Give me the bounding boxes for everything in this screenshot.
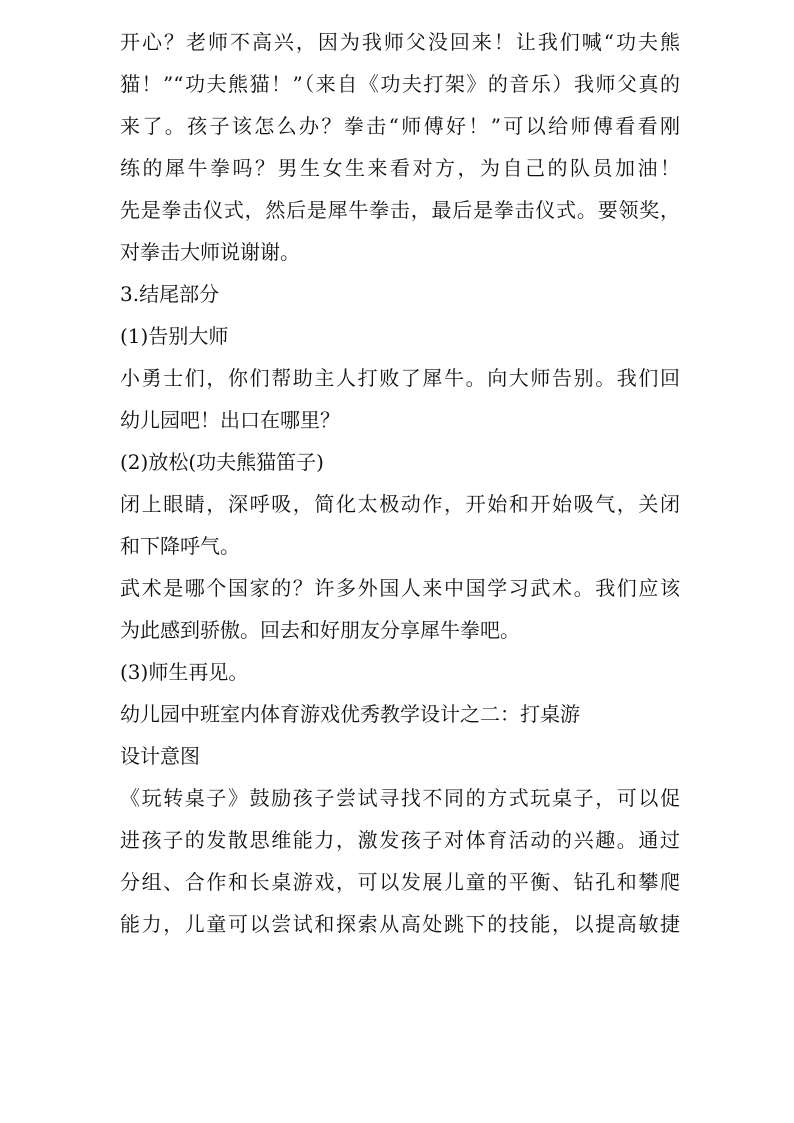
text-line: 先是拳击仪式，然后是犀牛拳击，最后是拳击仪式。要领奖， bbox=[120, 198, 680, 222]
text-line: 猫！”“功夫熊猫！”（来自《功夫打架》的音乐）我师父真的 bbox=[120, 72, 680, 96]
text-line: 进孩子的发散思维能力，激发孩子对体育活动的兴趣。通过 bbox=[120, 828, 680, 852]
sub-heading: (3)师生再见。 bbox=[120, 660, 249, 684]
text-line: 能力，儿童可以尝试和探索从高处跳下的技能，以提高敏捷 bbox=[120, 912, 680, 936]
text-line: 《玩转桌子》鼓励孩子尝试寻找不同的方式玩桌子，可以促 bbox=[120, 786, 680, 810]
section-title: 幼儿园中班室内体育游戏优秀教学设计之二：打桌游 bbox=[120, 702, 580, 726]
section-heading: 设计意图 bbox=[120, 744, 200, 768]
sub-heading: (1)告别大师 bbox=[120, 324, 229, 348]
text-line: 武术是哪个国家的？许多外国人来中国学习武术。我们应该 bbox=[120, 576, 680, 600]
text-line: 小勇士们，你们帮助主人打败了犀牛。向大师告别。我们回 bbox=[120, 366, 680, 390]
text-line: 为此感到骄傲。回去和好朋友分享犀牛拳吧。 bbox=[120, 618, 520, 642]
text-line: 开心？老师不高兴，因为我师父没回来！让我们喊“功夫熊 bbox=[120, 30, 680, 54]
text-line: 幼儿园吧！出口在哪里？ bbox=[120, 408, 340, 432]
text-line: 来了。孩子该怎么办？拳击“师傅好！”可以给师傅看看刚 bbox=[120, 114, 680, 138]
text-line: 和下降呼气。 bbox=[120, 534, 240, 558]
text-line: 分组、合作和长桌游戏，可以发展儿童的平衡、钻孔和攀爬 bbox=[120, 870, 680, 894]
text-line: 对拳击大师说谢谢。 bbox=[120, 240, 300, 264]
text-line: 练的犀牛拳吗？男生女生来看对方，为自己的队员加油！ bbox=[120, 156, 680, 180]
sub-heading: (2)放松(功夫熊猫笛子) bbox=[120, 450, 324, 474]
section-heading: 3.结尾部分 bbox=[120, 282, 220, 306]
text-line: 闭上眼睛，深呼吸，简化太极动作，开始和开始吸气，关闭 bbox=[120, 492, 680, 516]
